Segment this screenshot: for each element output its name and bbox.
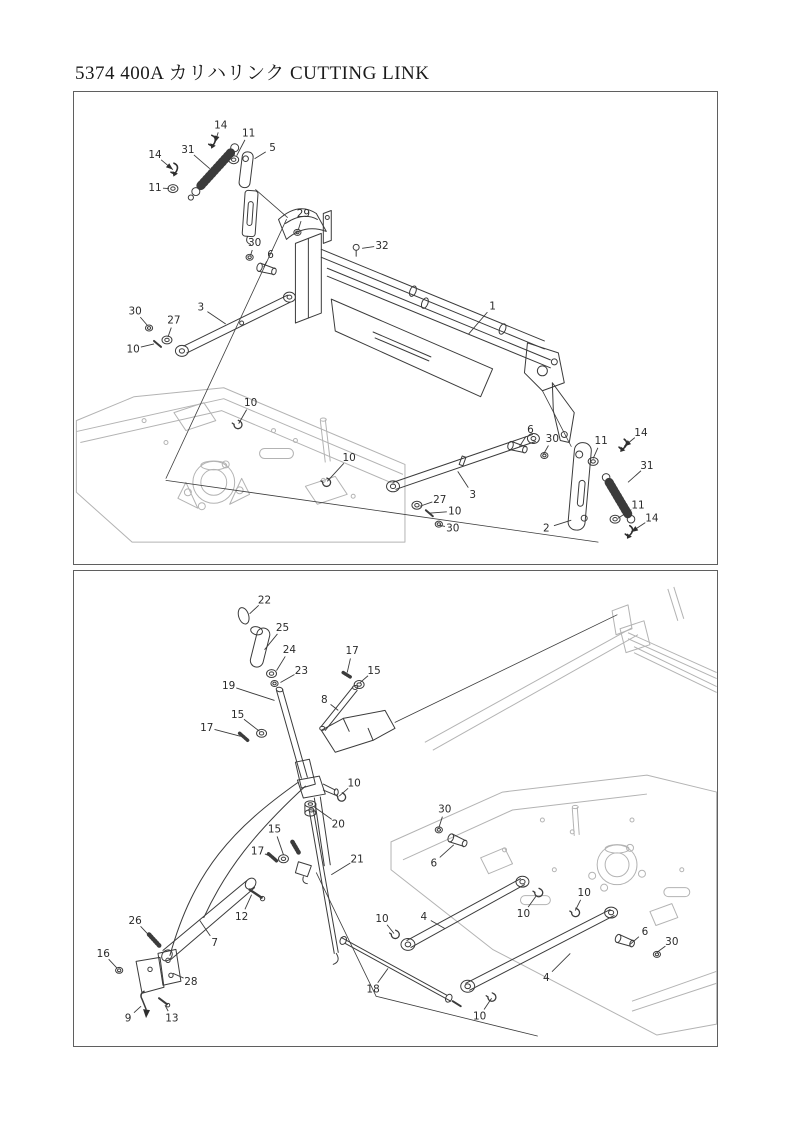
callout-6: 6 [641, 925, 649, 938]
hook-plate [295, 862, 311, 884]
callout-32: 32 [375, 239, 389, 252]
callout-leader-17 [214, 729, 240, 736]
upper-diagram [74, 92, 717, 564]
part-18-stay-bar [339, 935, 461, 1006]
callout-23: 23 [294, 665, 309, 678]
part-30-nut [246, 254, 253, 260]
part-19-lever-shaft [276, 687, 339, 866]
callout-27: 27 [433, 493, 447, 506]
callout-leader-30 [140, 317, 147, 325]
callout-6: 6 [430, 857, 438, 870]
callout-30: 30 [247, 236, 262, 249]
part-17-spring-pin [269, 854, 277, 861]
callout-10: 10 [342, 451, 356, 464]
callout-4: 4 [543, 971, 550, 984]
part-10-clip [336, 792, 346, 802]
callout-24: 24 [282, 644, 297, 657]
part-26-spring-pin [149, 934, 160, 946]
callout-30: 30 [665, 935, 679, 948]
callout-10: 10 [516, 908, 531, 921]
mower-deck-outline [76, 388, 405, 542]
callout-6: 6 [267, 248, 274, 261]
callout-7: 7 [211, 936, 219, 949]
callout-leader-30 [657, 946, 666, 952]
part-10-clip [533, 888, 544, 898]
part-32-bolt [353, 244, 359, 256]
callout-10: 10 [347, 777, 361, 790]
lower-diagram-frame [73, 570, 718, 1047]
callout-30: 30 [545, 433, 559, 446]
callout-leader-31 [194, 155, 210, 169]
callout-14: 14 [634, 427, 648, 440]
callout-14: 14 [645, 512, 659, 525]
callout-10: 10 [448, 505, 462, 518]
callout-leader-23 [280, 675, 294, 683]
part-11-washer [610, 515, 620, 523]
callouts-layer [97, 594, 679, 1024]
callout-18: 18 [366, 983, 380, 996]
part-3-link-arm-right [387, 434, 540, 492]
callout-8: 8 [320, 693, 328, 706]
callout-14: 14 [148, 149, 162, 162]
part-30-nut [435, 521, 442, 527]
callout-leader-27 [168, 328, 171, 337]
callout-leader-9 [134, 1006, 141, 1013]
callout-2: 2 [543, 522, 550, 535]
cable-curve [170, 782, 298, 955]
part-17-spring-pin [343, 673, 351, 678]
part-8-rod [320, 686, 358, 731]
part-3-link-arm-left [175, 292, 295, 356]
lower-diagram [74, 571, 717, 1046]
callout-leader-15 [277, 836, 283, 854]
callout-4: 4 [420, 911, 428, 924]
part-17-spring-pin [240, 733, 248, 740]
callout-11: 11 [241, 127, 256, 140]
callout-10: 10 [577, 887, 591, 900]
callout-15: 15 [231, 708, 245, 721]
part-15-washer [278, 855, 288, 863]
callout-30: 30 [128, 305, 142, 318]
callout-27: 27 [167, 314, 181, 327]
construction-lines [316, 615, 617, 1036]
part-31-spring-left [188, 144, 238, 200]
callout-16: 16 [96, 947, 110, 960]
part-25-grip [249, 625, 271, 668]
callout-leader-4 [431, 920, 445, 928]
callout-leader-10 [141, 344, 154, 347]
part-23-nut [271, 681, 278, 687]
callout-leader-25 [265, 634, 278, 650]
callout-leader-28 [173, 973, 184, 978]
callout-leader-30 [439, 817, 443, 828]
part-5-clevis-link [239, 151, 259, 244]
callout-26: 26 [128, 915, 142, 928]
part-9-hook-bolt [141, 991, 150, 1018]
callout-10: 10 [472, 1010, 487, 1023]
callout-31: 31 [181, 144, 195, 157]
callout-leader-5 [255, 152, 266, 159]
part-24-washer [267, 670, 277, 678]
callout-11: 11 [594, 435, 608, 448]
callout-leader-15 [244, 719, 260, 731]
callout-1: 1 [489, 300, 496, 313]
callout-leader-18 [378, 968, 388, 982]
callout-leader-24 [277, 656, 286, 670]
callout-leader-29 [298, 221, 301, 229]
callout-leader-17 [347, 658, 350, 672]
part-4-lift-arm-rear [461, 907, 618, 992]
console-bracket [321, 710, 395, 752]
callout-28: 28 [184, 975, 198, 988]
callout-21: 21 [350, 853, 364, 866]
part-15-washer-and-spring [292, 842, 299, 854]
callout-leader-16 [109, 959, 118, 968]
part-27-washer [412, 501, 422, 509]
callout-leader-4 [552, 953, 570, 971]
callout-leader-10 [429, 512, 447, 513]
callout-leader-32 [362, 247, 374, 249]
part-21-link-rod [309, 808, 338, 964]
callout-13: 13 [165, 1012, 179, 1025]
callout-10: 10 [243, 397, 258, 410]
callout-leader-10 [484, 998, 492, 1009]
callout-22: 22 [257, 594, 272, 607]
callout-17: 17 [345, 645, 359, 658]
part-10-pin [154, 341, 161, 347]
part-2-link-plate [567, 442, 592, 531]
callout-30: 30 [446, 522, 460, 535]
part-11-washer [588, 457, 598, 465]
callout-leader-6 [440, 845, 454, 858]
callout-25: 25 [275, 622, 290, 635]
part-10-clip [486, 992, 497, 1002]
callout-5: 5 [269, 142, 276, 155]
callout-leader-11 [593, 448, 598, 459]
callout-leader-12 [245, 895, 252, 910]
upper-diagram-frame [73, 91, 718, 565]
callout-15: 15 [267, 823, 282, 836]
page-title: 5374 400A カリハリンク CUTTING LINK [75, 63, 430, 84]
callout-20: 20 [331, 818, 345, 831]
callout-12: 12 [234, 911, 249, 924]
part-13-pin [159, 998, 170, 1007]
callout-leader-22 [250, 605, 259, 614]
part-10-clip [570, 908, 581, 918]
callout-14: 14 [214, 119, 228, 132]
part-6-bolt-sleeve [256, 263, 277, 276]
callout-leader-26 [141, 926, 151, 937]
callout-leader-10 [239, 410, 247, 424]
callout-leader-31 [628, 471, 641, 483]
part-14-cotter-pin [625, 525, 634, 539]
callout-leader-10 [387, 925, 394, 934]
callout-17: 17 [200, 721, 214, 734]
callout-6: 6 [527, 424, 534, 437]
part-6-bolt-sleeve [614, 934, 635, 949]
part-10-clip [389, 929, 400, 939]
callout-19: 19 [222, 680, 236, 693]
callout-11: 11 [631, 499, 645, 512]
part-14-cotter-pin [618, 438, 628, 453]
callout-30: 30 [438, 803, 452, 816]
callout-leader-10 [528, 896, 536, 907]
callout-leader-10 [327, 463, 344, 481]
callout-leader-21 [331, 863, 350, 875]
upper-parts [145, 135, 634, 542]
callout-9: 9 [124, 1012, 132, 1025]
callout-31: 31 [640, 459, 654, 472]
part-22-knob [236, 606, 251, 625]
callout-3: 3 [469, 488, 477, 501]
part-30-nut [145, 325, 152, 331]
callout-leader-3 [207, 312, 225, 324]
part-11-washer [168, 185, 178, 193]
callout-11: 11 [148, 182, 162, 195]
callout-17: 17 [250, 845, 265, 858]
part-12-pin [250, 890, 265, 901]
callout-leader-19 [236, 688, 274, 700]
part-14-cotter-pin [171, 163, 178, 176]
lower-parts [116, 606, 661, 1036]
callout-15: 15 [367, 665, 381, 678]
callout-3: 3 [197, 301, 205, 314]
part-1-cutting-link-frame [278, 209, 574, 446]
callout-10: 10 [126, 343, 140, 356]
part-10-clip [232, 420, 243, 430]
part-15-washer [354, 681, 364, 689]
callout-29: 29 [296, 207, 311, 220]
part-27-washer [162, 336, 172, 344]
callout-leader-3 [458, 471, 469, 487]
callout-10: 10 [375, 913, 389, 926]
